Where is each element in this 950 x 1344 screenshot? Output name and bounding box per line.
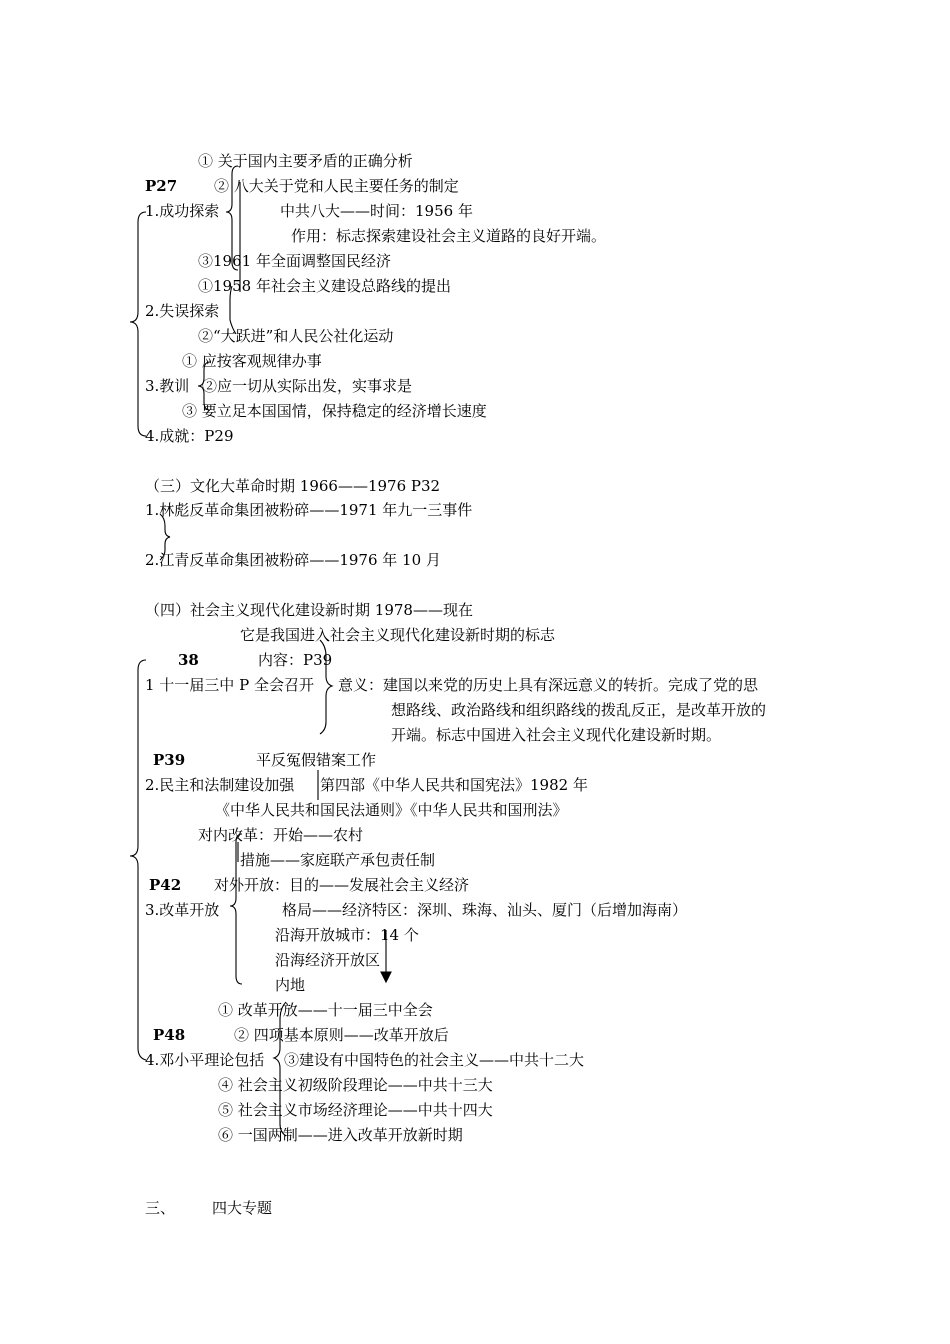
cultural-revolution-title: （三）文化大革命时期 1966——1976 P32 — [145, 477, 441, 495]
congress-role: 作用：标志探索建设社会主义道路的良好开端。 — [291, 227, 607, 245]
plenum-meaning-3: 开端。标志中国进入社会主义现代化建设新时期。 — [391, 726, 722, 744]
rehabilitation: 平反冤假错案工作 — [256, 751, 377, 769]
success-item-3: ③1961 年全面调整国民经济 — [198, 252, 391, 270]
reform-heading: 3.改革开放 — [145, 901, 220, 919]
success-heading: 1.成功探索 — [145, 202, 220, 220]
outer-opening: 对外开放：目的——发展社会主义经济 — [214, 876, 470, 894]
constitution: 第四部《中华人民共和国宪法》1982 年 — [320, 776, 588, 794]
new-era-mark: 它是我国进入社会主义现代化建设新时期的标志 — [240, 626, 556, 644]
plenum-content: 内容：P39 — [258, 651, 333, 669]
lesson-heading: 3.教训 — [145, 377, 190, 395]
plenum-heading: 1 十一届三中 P 全会召开 — [145, 676, 314, 694]
page-ref-p39: P39 — [153, 751, 186, 769]
page-ref-p48: P48 — [153, 1026, 186, 1044]
deng-heading: 4.邓小平理论包括 — [145, 1051, 265, 1069]
opening-pattern: 格局——经济特区：深圳、珠海、汕头、厦门（后增加海南） — [282, 901, 688, 919]
plenum-meaning-2: 想路线、政治路线和组织路线的拨乱反正，是改革开放的 — [391, 701, 767, 719]
brace-section3 — [130, 660, 146, 1060]
page-ref-p42: P42 — [149, 876, 182, 894]
inner-reform: 对内改革：开始——农村 — [198, 826, 364, 844]
congress-time: 中共八大——时间：1956 年 — [280, 202, 473, 220]
lesson-item-2: ②应一切从实际出发，实事求是 — [202, 377, 413, 395]
coastal-arrow-head — [381, 972, 391, 982]
deng-item-2: ② 四项基本原则——改革开放后 — [234, 1026, 449, 1044]
deng-item-6: ⑥ 一国两制——进入改革开放新时期 — [218, 1126, 463, 1144]
new-era-title: （四）社会主义现代化建设新时期 1978——现在 — [145, 601, 473, 619]
achievement-heading: 4.成就：P29 — [145, 427, 234, 445]
section-number: 三、 — [145, 1199, 176, 1217]
civil-criminal-law: 《中华人民共和国民法通则》《中华人民共和国刑法》 — [215, 801, 568, 819]
deng-item-1: ① 改革开放——十一届三中全会 — [218, 1001, 433, 1019]
brace-section1 — [130, 212, 146, 436]
lesson-item-1: ① 应按客观规律办事 — [182, 352, 322, 370]
coastal-cities: 沿海开放城市：14 个 — [275, 926, 419, 944]
cultural-item-1: 1.林彪反革命集团被粉碎——1971 年九一三事件 — [145, 501, 473, 519]
plenum-meaning-1: 意义：建国以来党的历史上具有深远意义的转折。完成了党的思 — [338, 676, 759, 694]
success-item-1: ① 关于国内主要矛盾的正确分析 — [198, 152, 413, 170]
success-item-2: ② 八大关于党和人民主要任务的制定 — [214, 177, 459, 195]
deng-item-3: ③建设有中国特色的社会主义——中共十二大 — [284, 1051, 585, 1069]
deng-item-4: ④ 社会主义初级阶段理论——中共十三大 — [218, 1076, 493, 1094]
section-title: 四大专题 — [212, 1199, 273, 1217]
legal-heading: 2.民主和法制建设加强 — [145, 776, 295, 794]
failure-item-2: ②“大跃进”和人民公社化运动 — [198, 327, 394, 345]
failure-item-1: ①1958 年社会主义建设总路线的提出 — [198, 277, 451, 295]
failure-heading: 2.失误探索 — [145, 302, 220, 320]
lesson-item-3: ③ 要立足本国国情，保持稳定的经济增长速度 — [182, 402, 487, 420]
cultural-item-2: 2.江青反革命集团被粉碎——1976 年 10 月 — [145, 551, 441, 569]
deng-item-5: ⑤ 社会主义市场经济理论——中共十四大 — [218, 1101, 493, 1119]
page-ref-p27: P27 — [145, 177, 178, 195]
reform-measure: 措施——家庭联产承包责任制 — [240, 851, 436, 869]
inland: 内地 — [275, 976, 306, 994]
page-ref-38: 38 — [178, 651, 199, 669]
coastal-zones: 沿海经济开放区 — [275, 951, 381, 969]
